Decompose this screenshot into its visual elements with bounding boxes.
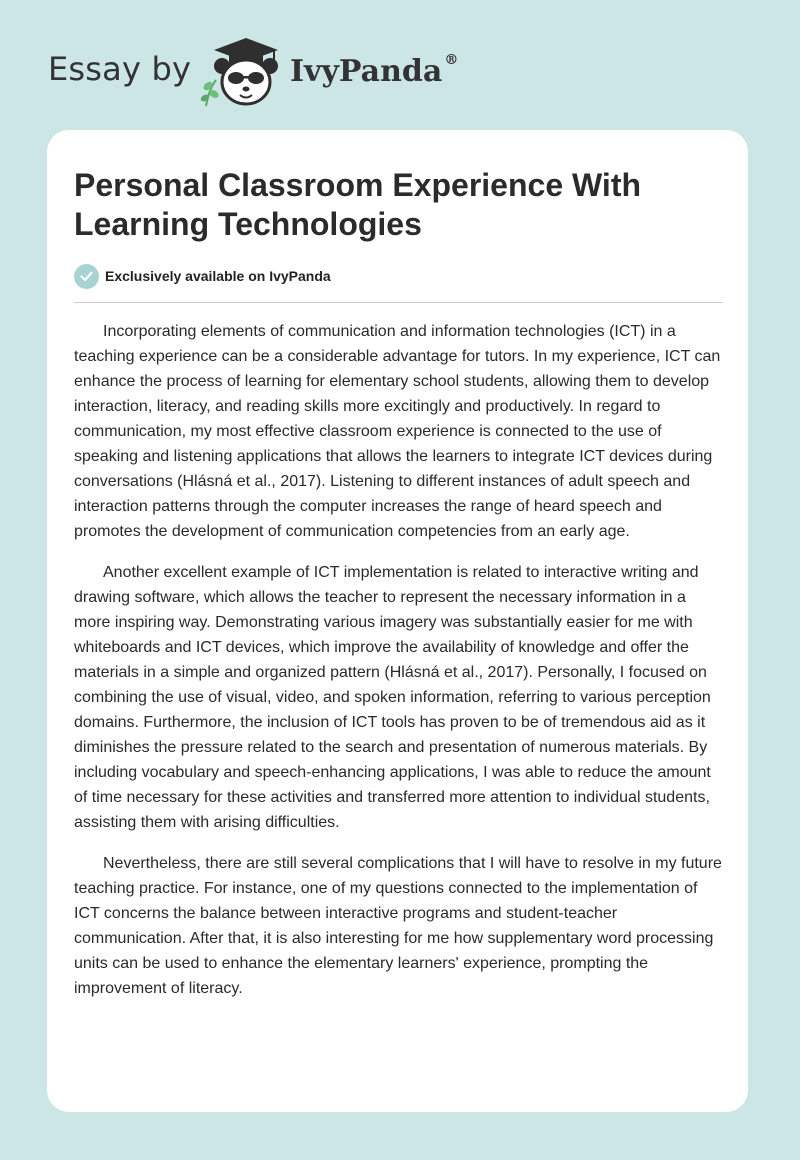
registered-mark: ® xyxy=(444,52,459,68)
essay-by-label: Essay by xyxy=(48,50,192,88)
essay-title: Personal Classroom Experience With Learning Technologies xyxy=(74,167,642,242)
site-header xyxy=(0,0,800,130)
essay-body xyxy=(74,319,726,1017)
exclusive-label: Exclusively available on IvyPanda xyxy=(105,268,331,284)
paragraph: Another excellent example of ICT implementation is related to interactive writing and drawing software, which allows the teacher to represent the necessary information in a more inspiring way. Demonstrating various imagery was substantially easier for me with whiteboards and ICT devices, which improve the availability of knowledge and offer the materials in a simple and organized pattern (Hlásná et al., 2017). Personally, I focused on combining the use of visual, video, and spoken information, referring to various perception domains. Furthermore, the inclusion of ICT tools has proven to be of tremendous aid as it diminishes the pressure related to the search and presentation of numerous materials. By including vocabulary and speech-enhancing applications, I was able to reduce the amount of time necessary for these activities and transferred more attention to individual students, assisting them with arising difficulties. xyxy=(74,564,711,831)
paragraph: Incorporating elements of communication and information technologies (ICT) in a teaching experience can be a considerable advantage for tutors. In my experience, ICT can enhance the process of learning for elementary school students, allowing them to develop interaction, literacy, and reading skills more excitingly and productively. In regard to communication, my most effective classroom experience is connected to the use of speaking and listening applications that allows the learners to integrate ICT devices during conversations (Hlásná et al., 2017). Listening to different instances of adult speech and interaction patterns through the computer increases the range of heard speech and promotes the development of communication competencies from an early age. xyxy=(74,323,721,540)
brand-name[interactable] xyxy=(290,54,458,89)
panda-logo-icon[interactable] xyxy=(200,36,282,108)
divider xyxy=(74,302,723,303)
brand-name-text[interactable]: IvyPanda xyxy=(290,54,443,89)
exclusive-badge xyxy=(74,263,331,289)
check-circle-icon xyxy=(74,264,99,289)
paragraph: Nevertheless, there are still several complications that I will have to resolve in my future teaching practice. For instance, one of my questions connected to the implementation of ICT concerns the balance between interactive programs and student-teacher communication. After that, it is also interesting for me how supplementary word processing units can be used to enhance the elementary learners' experience, prompting the improvement of literacy. xyxy=(74,855,722,997)
essay-card xyxy=(47,130,748,1112)
